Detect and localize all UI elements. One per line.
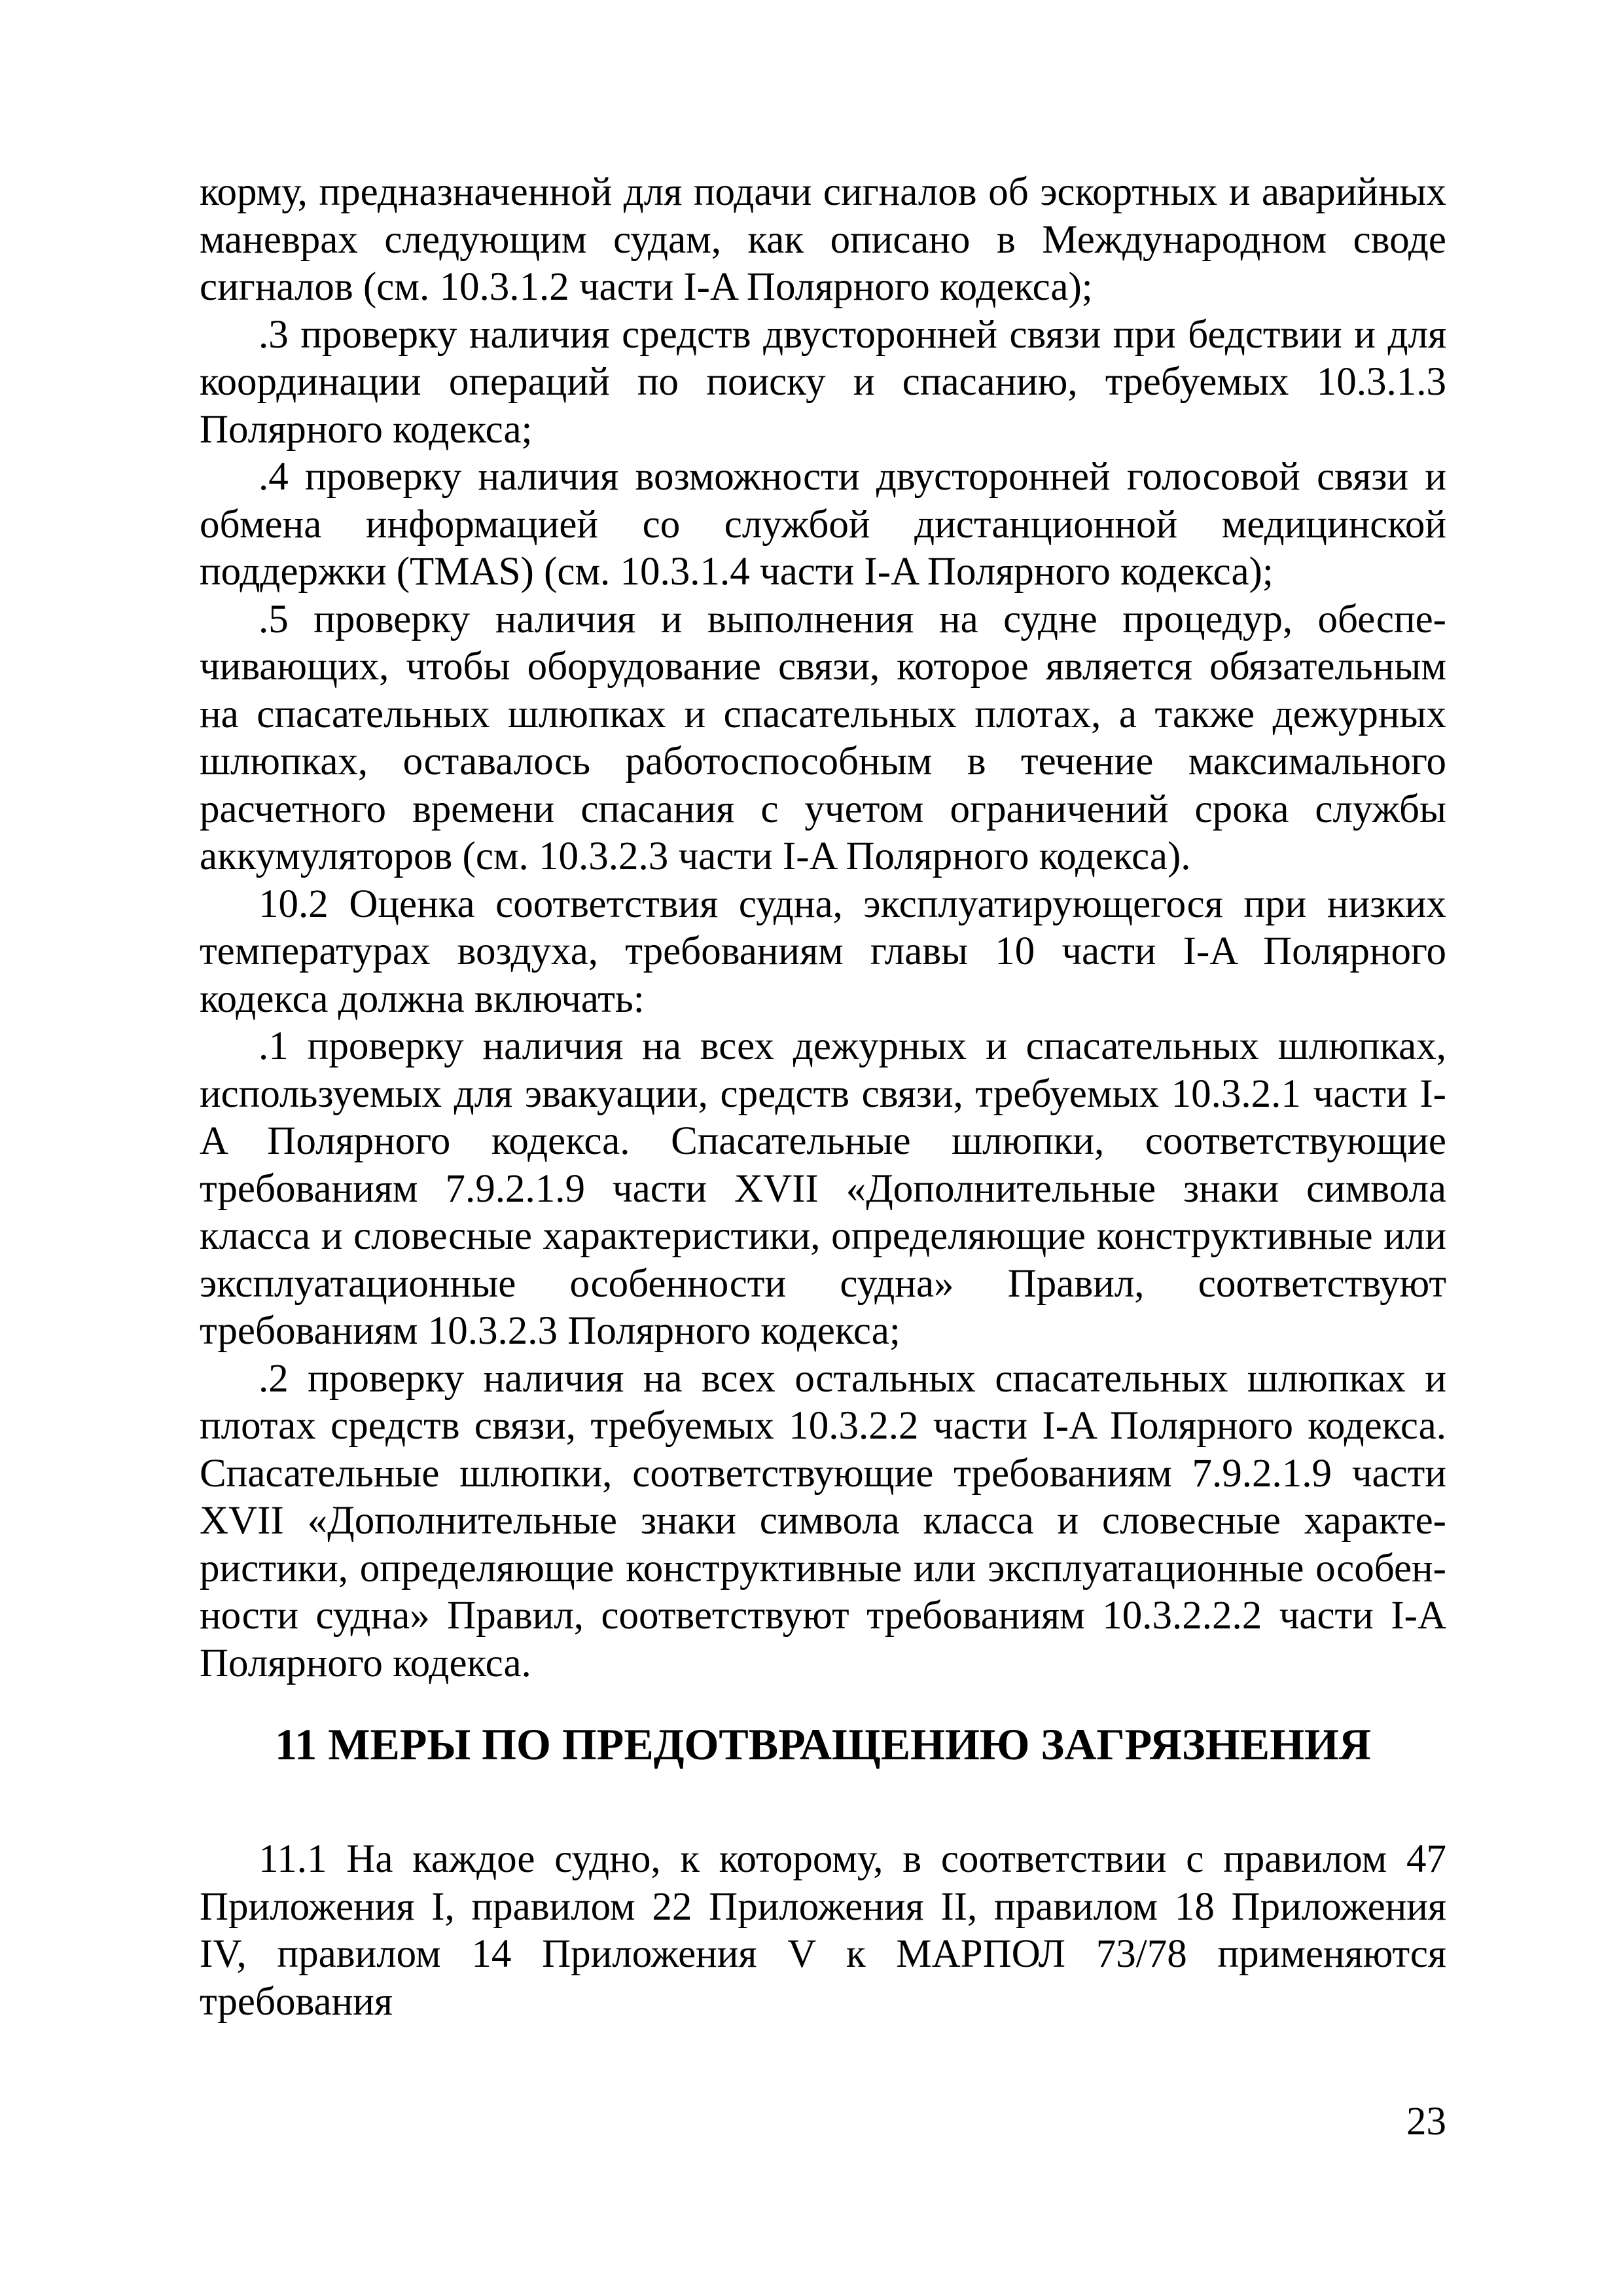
section-heading: 11 МЕРЫ ПО ПРЕДОТВРАЩЕНИЮ ЗАГРЯЗНЕНИЯ — [275, 1719, 1371, 1769]
page-number: 23 — [1406, 2100, 1446, 2144]
paragraph-10-2-item-1: .1 проверку наличия на всех дежурных и спасательных шлюпках, используемых для эвакуации, средств связи, требуемых 10.3.2.1 части I-A Полярного кодекса. Спасательные шлюпки, соответствующие требованиям 7.9.2.1.9 части XVII «Дополнительные знаки символа класса и словесные характеристики, определяющие конструктивные или эксплуатационные особенности судна» Правил, соответствуют требованиям 10.3.2.3 Полярного кодекса; — [200, 1024, 1446, 1353]
paragraph-continuation: корму, предназначенной для подачи сигналов об эскортных и аварийных маневрах следующим судам, как описано в Международном своде сигналов (см. 10.3.1.2 части I-A Полярного кодекса); — [200, 170, 1446, 309]
paragraph-item-5: .5 проверку наличия и выполнения на судне процедур, обеспечивающих, чтобы оборудование связи, которое является обязательным на спасательных шлюпках и спасательных плотах, а также дежурных шлюпках, оставалось работоспособным в течение максимального расчетного времени спасания с учетом ограничений срока службы аккумуляторов (см. 10.3.2.3 части I-A Полярного кодекса). — [200, 597, 1446, 878]
paragraph-11-1: 11.1 На каждое судно, к которому, в соответствии с правилом 47 Приложения I, правилом 22 Приложения II, правилом 18 Приложения IV, правилом 14 Приложения V к МАРПОЛ 73/78 применяются требования — [200, 1837, 1446, 2024]
paragraph-item-3: .3 проверку наличия средств двусторонней связи при бедствии и для координации операций по поиску и спасанию, требуемых 10.3.1.3 Полярного кодекса; — [200, 312, 1446, 452]
body-text — [200, 169, 1446, 1687]
section-body-text — [200, 1836, 1446, 2026]
paragraph-10-2: 10.2 Оценка соответствия судна, эксплуатирующегося при низких температурах воздуха, требованиям главы 10 части I-A Полярного кодекса должна включать: — [200, 882, 1446, 1021]
paragraph-10-2-item-2: .2 проверку наличия на всех остальных спасательных шлюпках и плотах средств связи, требуемых 10.3.2.2 части I-A Полярного кодекса. Спасательные шлюпки, соответствующие требованиям 7.9.2.1.9 части XVII «Дополнительные знаки символа класса и словесные характеристики, определяющие конструктивные или эксплуатационные особенности судна» Правил, соответствуют требованиям 10.3.2.2.2 части I-A Полярного кодекса. — [200, 1356, 1446, 1685]
paragraph-item-4: .4 проверку наличия возможности двусторонней голосовой связи и обмена информацией со службой дистанционной медицинской поддержки (TMAS) (см. 10.3.1.4 части I-A Полярного кодекса); — [200, 455, 1446, 594]
